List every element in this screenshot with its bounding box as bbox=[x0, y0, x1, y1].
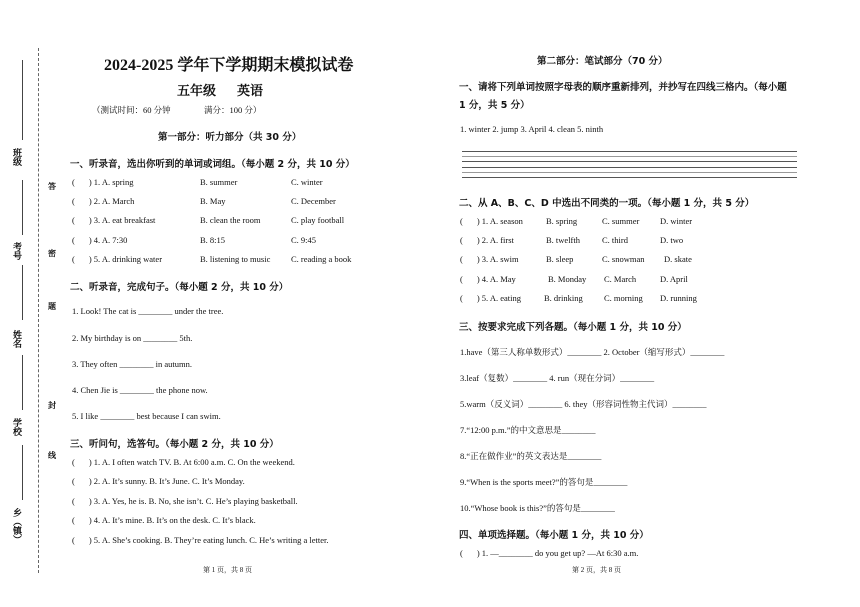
section3-title: 三、按要求完成下列各题。（每小题 1 分，共 10 分） bbox=[459, 322, 687, 333]
seal-char-ti: 题 bbox=[48, 302, 56, 311]
list-item: 1. Look! The cat is ________ under the tree. bbox=[72, 306, 224, 316]
seal-char-da: 答 bbox=[48, 182, 56, 191]
grade-label: 五年级 bbox=[177, 83, 217, 98]
list-item: 8.“正在做作业”的英文表达是________ bbox=[460, 451, 602, 461]
section3-title: 三、听问句，选答句。（每小题 2 分，共 10 分） bbox=[70, 439, 279, 450]
part1-title: 第一部分：听力部分（共 30 分） bbox=[158, 132, 302, 143]
option-b: B. listening to music bbox=[200, 254, 271, 264]
name-label: 姓名 bbox=[12, 330, 22, 348]
school-label: 学校 bbox=[12, 418, 22, 436]
list-item: 10.“Whose book is this?”的答句是________ bbox=[460, 503, 615, 513]
list-item: ( ) 4. A. 7:30 bbox=[72, 235, 128, 245]
list-item: 5.warm（反义词）________ 6. they（形容词性物主代词）________ bbox=[460, 399, 707, 409]
section2-title: 二、听录音，完成句子。（每小题 2 分，共 10 分） bbox=[70, 282, 289, 293]
list-item: 4. Chen Jie is ________ the phone now. bbox=[72, 385, 208, 395]
list-item: ( ) 5. A. She’s cooking. B. They’re eating lunch. C. He’s writing a letter. bbox=[72, 535, 329, 545]
full-score-info: 满分：100 分） bbox=[204, 105, 262, 115]
option-b: B. drinking bbox=[544, 293, 583, 303]
option-c: C. 9:45 bbox=[291, 235, 317, 245]
word-list: 1. winter 2. jump 3. April 4. clean 5. ninth bbox=[460, 124, 604, 134]
list-item: 3. They often ________ in autumn. bbox=[72, 359, 193, 369]
name-line bbox=[22, 265, 23, 320]
subject-label: 英语 bbox=[237, 83, 264, 98]
option-d: D. running bbox=[660, 293, 697, 303]
exam-number-label: 考号 bbox=[12, 242, 22, 260]
section1-title: 一、请将下列单词按照字母表的顺序重新排列，并抄写在四线三格内。（每小题 bbox=[459, 82, 787, 93]
option-b: B. summer bbox=[200, 177, 238, 187]
option-b: B. clean the room bbox=[200, 215, 261, 225]
town-line bbox=[22, 445, 23, 500]
list-item: 7.“12:00 p.m.”的中文意思是________ bbox=[460, 425, 596, 435]
list-item: ( ) 4. A. May bbox=[460, 274, 516, 284]
list-item: ( ) 1. A. spring bbox=[72, 177, 134, 187]
seal-char-feng: 封 bbox=[48, 401, 56, 410]
section4-title: 四、单项选择题。（每小题 1 分，共 10 分） bbox=[459, 530, 649, 541]
list-item: ( ) 2. A. first bbox=[460, 235, 514, 245]
list-item: ( ) 3. A. Yes, he is. B. No, she isn’t. C. He’s playing basketball. bbox=[72, 496, 298, 506]
option-c: C. third bbox=[602, 235, 628, 245]
town-label: 乡（镇） bbox=[12, 508, 22, 544]
list-item: ( ) 1. —________ do you get up? —At 6:30 a.m. bbox=[460, 548, 639, 558]
seal-char-mi: 密 bbox=[48, 249, 56, 258]
section1-title: 一、听录音，选出你听到的单词或词组。（每小题 2 分，共 10 分） bbox=[70, 159, 355, 170]
list-item: 5. I like ________ best because I can swim. bbox=[72, 411, 221, 421]
list-item: ( ) 5. A. drinking water bbox=[72, 254, 163, 264]
list-item: ( ) 3. A. swim bbox=[460, 254, 519, 264]
option-c: C. morning bbox=[604, 293, 643, 303]
part2-title: 第二部分：笔试部分（70 分） bbox=[537, 56, 668, 67]
section2-title: 二、从 A、B、C、D 中选出不同类的一项。（每小题 1 分，共 5 分） bbox=[459, 198, 755, 209]
seal-char-xian: 线 bbox=[48, 451, 56, 460]
list-item: 9.“When is the sports meet?”的答句是________ bbox=[460, 477, 628, 487]
school-line bbox=[22, 355, 23, 410]
list-item: 3.leaf（复数）________ 4. run（现在分词）________ bbox=[460, 373, 655, 383]
option-d: D. April bbox=[660, 274, 688, 284]
list-item: ( ) 1. A. season bbox=[460, 216, 523, 226]
class-label: 班级 bbox=[12, 148, 22, 166]
list-item: ( ) 1. A. I often watch TV. B. At 6:00 a.m. C. On the weekend. bbox=[72, 457, 295, 467]
option-c: C. summer bbox=[602, 216, 640, 226]
section1-title-cont: 1 分，共 5 分） bbox=[459, 100, 530, 111]
option-b: B. sleep bbox=[546, 254, 574, 264]
class-line bbox=[22, 60, 23, 140]
option-d: D. winter bbox=[660, 216, 693, 226]
list-item: 1.have（第三人称单数形式）________ 2. October（缩写形式）________ bbox=[460, 347, 725, 357]
option-c: C. snowman bbox=[602, 254, 645, 264]
option-b: B. May bbox=[200, 196, 226, 206]
option-b: B. spring bbox=[546, 216, 578, 226]
option-c: C. play football bbox=[291, 215, 345, 225]
list-item: ( ) 2. A. It’s sunny. B. It’s June. C. It’s Monday. bbox=[72, 476, 245, 486]
option-b: B. twelfth bbox=[546, 235, 580, 245]
exam-number-line bbox=[22, 180, 23, 235]
exam-title: 2024-2025 学年下学期期末模拟试卷 bbox=[104, 57, 354, 74]
test-time-info: （测试时间：60 分钟 bbox=[92, 105, 171, 115]
option-c: C. March bbox=[604, 274, 637, 284]
option-c: C. reading a book bbox=[291, 254, 352, 264]
list-item: ( ) 3. A. eat breakfast bbox=[72, 215, 156, 225]
option-c: C. December bbox=[291, 196, 336, 206]
list-item: ( ) 4. A. It’s mine. B. It’s on the desk. C. It’s black. bbox=[72, 515, 256, 525]
option-c: C. winter bbox=[291, 177, 323, 187]
list-item: ( ) 2. A. March bbox=[72, 196, 135, 206]
list-item: 2. My birthday is on ________ 5th. bbox=[72, 333, 193, 343]
option-d: D. skate bbox=[664, 254, 692, 264]
option-b: B. Monday bbox=[548, 274, 587, 284]
list-item: ( ) 5. A. eating bbox=[460, 293, 521, 303]
dashed-cut-line bbox=[38, 48, 39, 573]
page-footer: 第 2 页，共 8 页 bbox=[572, 566, 621, 574]
page-footer: 第 1 页，共 8 页 bbox=[203, 566, 252, 574]
option-d: D. two bbox=[660, 235, 684, 245]
option-b: B. 8:15 bbox=[200, 235, 226, 245]
